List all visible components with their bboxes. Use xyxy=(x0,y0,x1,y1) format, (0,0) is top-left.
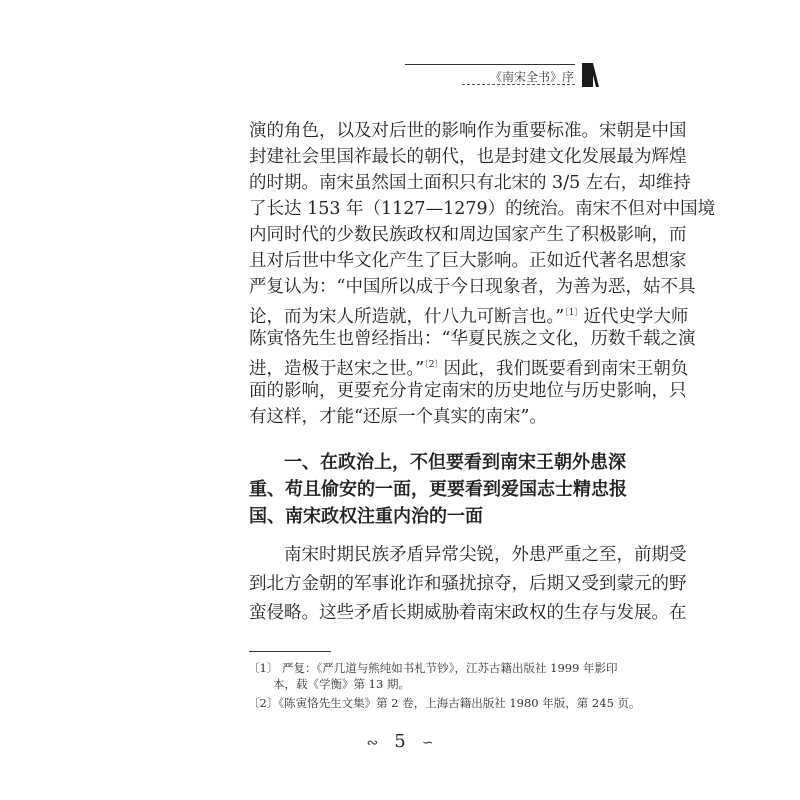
text-line xyxy=(249,355,689,379)
heading-line: 国、南宋政权注重内治的一面 xyxy=(249,506,483,527)
heading-line: 一、在政治上，不但要看到南宋王朝外患深 xyxy=(284,452,626,473)
header-rule xyxy=(405,64,575,65)
footnote-mark: 〔2〕 xyxy=(248,696,279,710)
footnote-ref-1[interactable]: 〔1〕 xyxy=(564,308,584,318)
left-ornament-icon: ∾ xyxy=(366,735,379,751)
page-footer xyxy=(0,731,800,752)
heading-line: 重、苟且偷安的一面，更要看到爱国志士精忠报 xyxy=(249,479,627,500)
text-line: 且对后世中华文化产生了巨大影响。正如近代著名思想家 xyxy=(249,251,687,271)
text-line: 演的角色，以及对后世的影响作为重要标准。宋朝是中国 xyxy=(249,121,687,141)
text-line: 面的影响，更要充分肯定南宋的历史地位与历史影响，只 xyxy=(249,381,687,401)
text-line: 内同时代的少数民族政权和周边国家产生了积极影响，而 xyxy=(249,225,687,245)
text-line: 陈寅恪先生也曾经指出：“华夏民族之文化，历数千载之演 xyxy=(249,329,696,349)
footnote-text: 严复：《严几道与熊纯如书札节钞》，江苏古籍出版社 1999 年影印 xyxy=(281,661,618,675)
right-ornament-icon: ∽ xyxy=(421,735,434,751)
text-line: 蛮侵略。这些矛盾长期威胁着南宋政权的生存与发展。在 xyxy=(249,603,687,623)
text-span: 因此，我们既要看到南宋王朝负 xyxy=(443,358,689,379)
text-line: 有这样，才能“还原一个真实的南宋”。 xyxy=(249,407,547,427)
footnote-1 xyxy=(248,660,618,676)
footnote-rule xyxy=(249,651,331,652)
footnote-mark: 〔1〕 xyxy=(248,661,279,675)
header-dashed-rule xyxy=(462,84,575,85)
page-number: 5 xyxy=(394,731,406,752)
text-line: 封建社会里国祚最长的朝代，也是封建文化发展最为辉煌 xyxy=(249,147,687,167)
footnote-text: 《陈寅恪先生文集》第 2 卷，上海古籍出版社 1980 年版，第 245 页。 xyxy=(278,696,641,710)
text-line xyxy=(249,303,689,327)
text-line: 到北方金朝的军事讹诈和骚扰掠夺，后期又受到蒙元的野 xyxy=(249,574,687,594)
text-line: 的时期。南宋虽然国土面积只有北宋的 3/5 左右，却维持 xyxy=(249,173,691,193)
text-line: 严复认为：“中国所以成于今日现象者，为善为恶，姑不具 xyxy=(249,277,696,297)
text-line: 南宋时期民族矛盾异常尖锐，外患严重之至，前期受 xyxy=(284,545,687,565)
footnote-2 xyxy=(248,695,641,711)
footnote-ref-2[interactable]: 〔2〕 xyxy=(424,360,444,370)
footnote-1-cont: 本，载《学衡》第 13 期。 xyxy=(273,677,410,691)
running-title: 《南宋全书》序 xyxy=(489,70,574,84)
text-span: 论，而为宋人所造就，什八九可断言也。” xyxy=(249,306,565,327)
text-span: 进，造极于赵宋之世。” xyxy=(249,358,425,379)
text-line: 了长达 153 年（1127—1279）的统治。南宋不但对中国境 xyxy=(249,199,716,219)
text-span: 近代史学大师 xyxy=(583,306,689,327)
